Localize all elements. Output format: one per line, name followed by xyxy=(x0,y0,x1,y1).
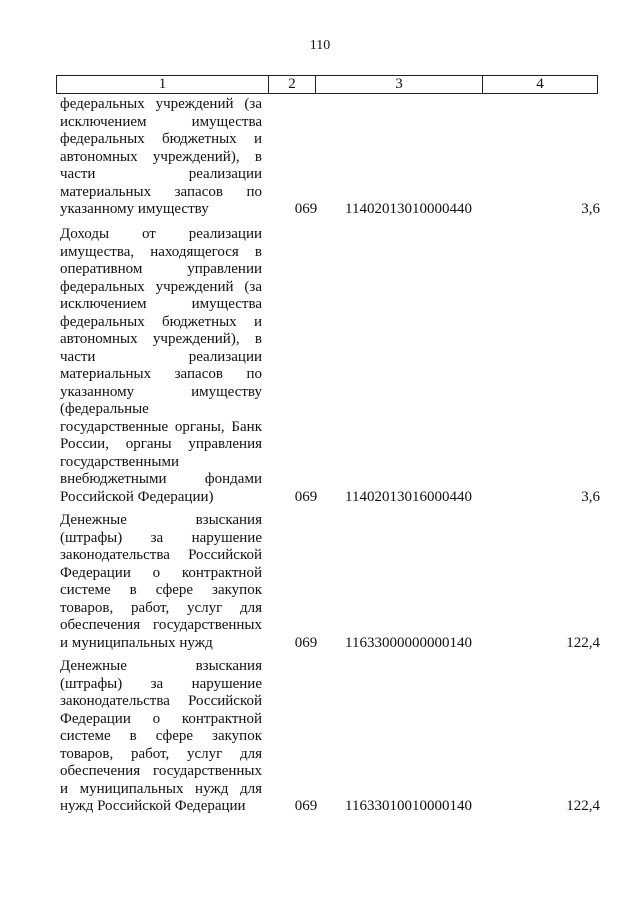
description-line: части реализации xyxy=(60,166,262,182)
budget-code-cell: 11633000000000140 xyxy=(345,634,472,651)
description-line: Денежные взыскания xyxy=(60,658,262,674)
description-line: указанному имуществу xyxy=(60,383,262,400)
admin-code-cell: 069 xyxy=(294,634,318,651)
amount-cell: 122,4 xyxy=(566,798,600,814)
row-description xyxy=(60,658,262,816)
header-col-3: 3 xyxy=(316,76,483,94)
description-line: (федеральные xyxy=(60,401,149,417)
description-line: оперативном управлении xyxy=(60,261,262,277)
description-line: Денежные взыскания xyxy=(60,512,262,528)
admin-code-cell: 069 xyxy=(294,798,318,814)
description-line: системе в сфере закупок xyxy=(60,728,262,744)
description-line: внебюджетными фондами xyxy=(60,471,262,487)
description-line: (штрафы) за нарушение xyxy=(60,675,262,692)
description-line: и муниципальных нужд xyxy=(60,634,213,651)
description-line: товаров, работ, услуг для xyxy=(60,745,262,762)
description-line: исключением имущества xyxy=(60,296,262,312)
amount-cell: 122,4 xyxy=(566,634,600,651)
description-line: государственные органы, Банк xyxy=(60,418,262,435)
description-line: государственными xyxy=(60,453,179,470)
description-line: товаров, работ, услуг для xyxy=(60,599,262,616)
row-description xyxy=(60,512,262,652)
budget-code-cell: 11402013016000440 xyxy=(345,488,472,505)
description-line: (штрафы) за нарушение xyxy=(60,529,262,546)
description-line: исключением имущества xyxy=(60,113,262,130)
description-line: Российской Федерации) xyxy=(60,488,214,505)
page-number: 110 xyxy=(309,38,331,53)
header-col-1: 1 xyxy=(57,76,269,94)
admin-code-cell: 069 xyxy=(294,488,318,505)
budget-code-cell: 11402013010000440 xyxy=(345,201,472,217)
description-line: части реализации xyxy=(60,348,262,365)
description-line: Федерации о контрактной xyxy=(60,710,262,727)
description-line: Федерации о контрактной xyxy=(60,564,262,581)
description-line: и муниципальных нужд для xyxy=(60,780,262,797)
description-line: материальных запасов по xyxy=(60,366,262,382)
description-line: имущества, находящегося в xyxy=(60,243,262,260)
description-line: нужд Российской Федерации xyxy=(60,798,246,814)
description-line: федеральных учреждений (за xyxy=(60,96,262,112)
admin-code-cell: 069 xyxy=(294,201,318,217)
row-description xyxy=(60,226,262,506)
description-line: законодательства Российской xyxy=(60,547,262,563)
description-line: федеральных учреждений (за xyxy=(60,278,262,295)
description-line: федеральных бюджетных и xyxy=(60,313,262,330)
amount-cell: 3,6 xyxy=(581,201,600,217)
header-col-4: 4 xyxy=(483,76,598,94)
description-line: обеспечения государственных xyxy=(60,763,262,779)
budget-code-cell: 11633010010000140 xyxy=(345,798,472,814)
table-header xyxy=(56,75,598,94)
description-line: указанному имуществу xyxy=(60,201,209,217)
description-line: законодательства Российской xyxy=(60,693,262,709)
row-description xyxy=(60,96,262,219)
description-line: автономных учреждений), в xyxy=(60,331,262,347)
description-line: системе в сфере закупок xyxy=(60,582,262,598)
description-line: обеспечения государственных xyxy=(60,617,262,633)
description-line: Доходы от реализации xyxy=(60,226,262,242)
description-line: России, органы управления xyxy=(60,436,262,452)
header-col-2: 2 xyxy=(269,76,316,94)
description-line: федеральных бюджетных и xyxy=(60,131,262,147)
amount-cell: 3,6 xyxy=(581,488,600,505)
description-line: материальных запасов по xyxy=(60,183,262,200)
description-line: автономных учреждений), в xyxy=(60,148,262,165)
